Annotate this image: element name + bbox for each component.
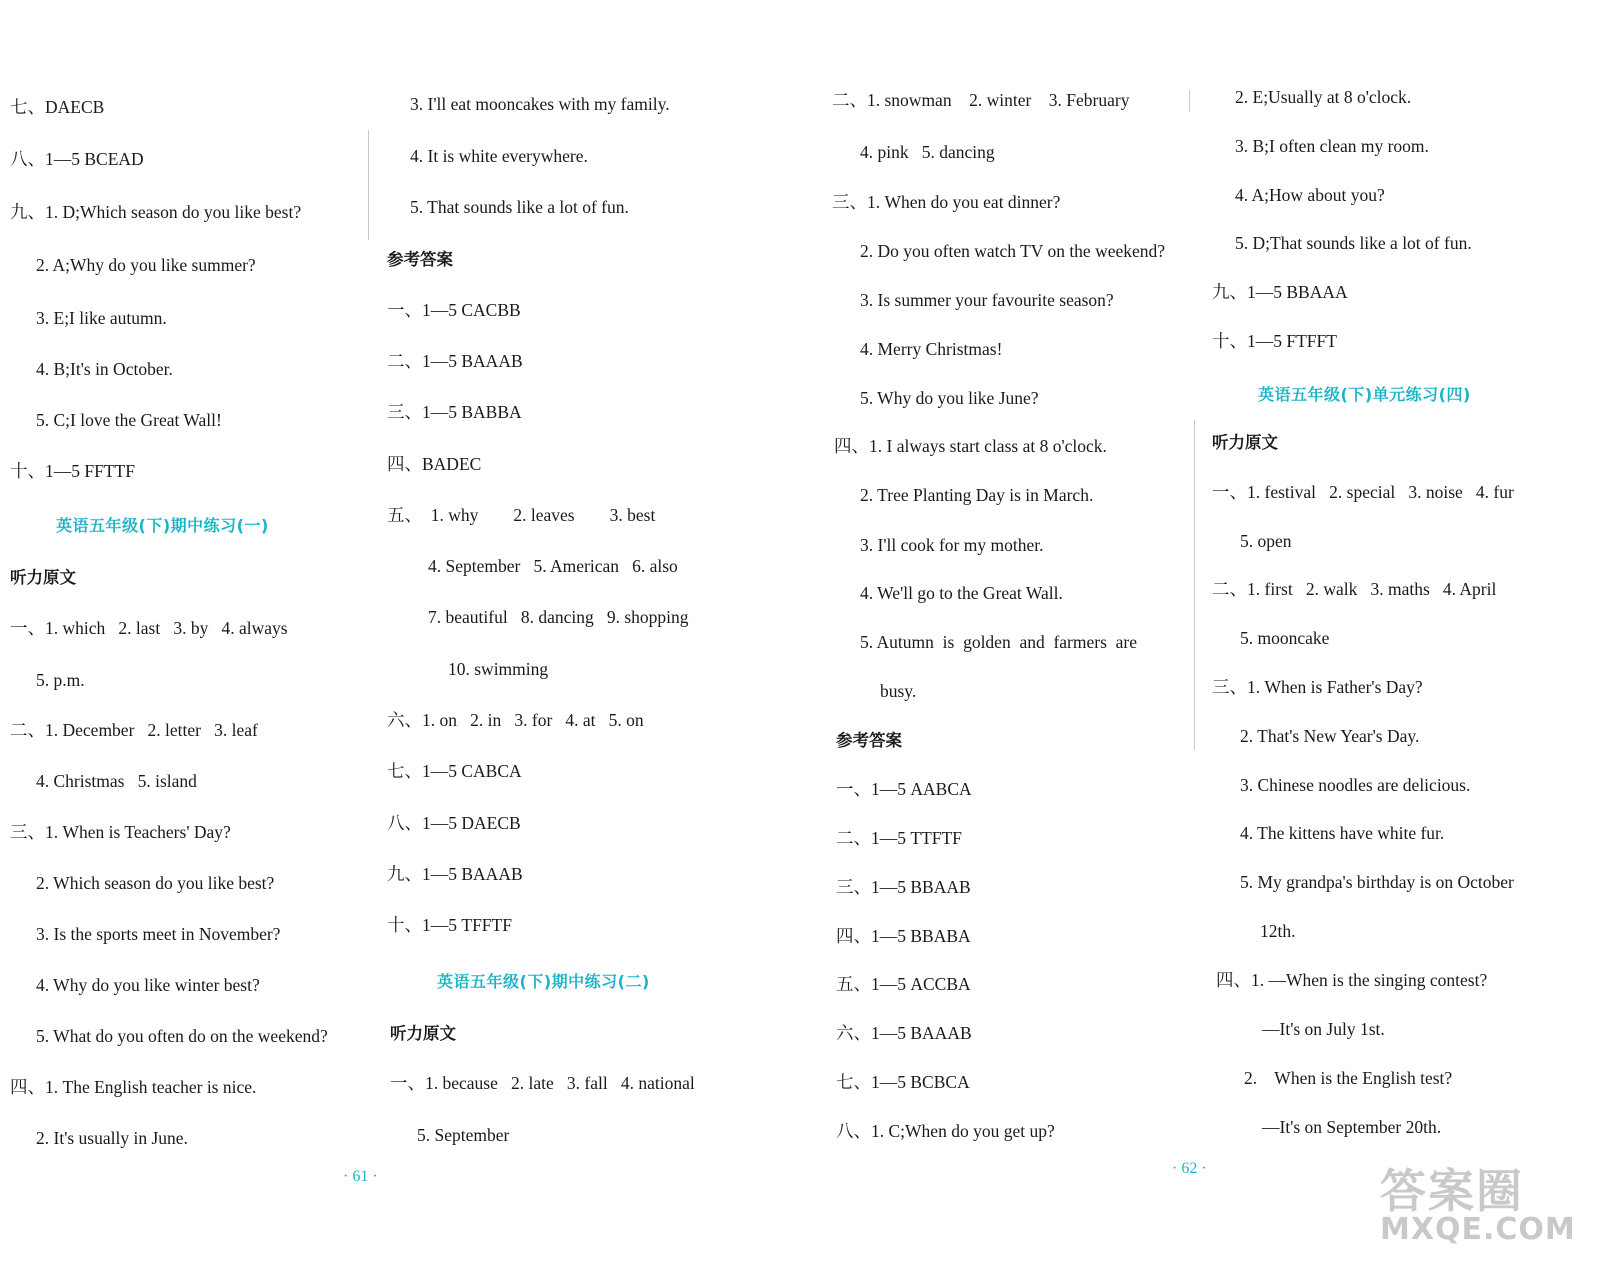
answer-line: 二、1—5 TTFTF	[836, 828, 962, 848]
answer-line: 3. Chinese noodles are delicious.	[1240, 775, 1471, 795]
answer-line: 5. That sounds like a lot of fun.	[410, 197, 629, 217]
answer-line: 十、1—5 FTFFT	[1212, 331, 1337, 351]
answer-line: 五、 1. why 2. leaves 3. best	[387, 505, 656, 525]
subsection-title: 听力原文	[10, 568, 76, 587]
answer-line: 3. I'll eat mooncakes with my family.	[410, 94, 670, 114]
answer-line: 12th.	[1260, 921, 1296, 941]
answer-line: 二、1—5 BAAAB	[387, 351, 523, 371]
answer-line: 5. Autumn is golden and farmers are	[860, 632, 1138, 652]
answer-line: 2. E;Usually at 8 o'clock.	[1235, 87, 1412, 107]
answer-line: 2. That's New Year's Day.	[1240, 726, 1420, 746]
answer-line: 七、1—5 BCBCA	[836, 1072, 970, 1092]
answer-line: 六、1. on 2. in 3. for 4. at 5. on	[387, 710, 644, 730]
subsection-title: 听力原文	[390, 1024, 456, 1043]
answer-line: 4. Merry Christmas!	[860, 339, 1003, 359]
subsection-title: 参考答案	[836, 731, 902, 750]
answer-line: 5. p.m.	[36, 670, 85, 690]
answer-line: 八、1—5 DAECB	[387, 813, 521, 833]
answer-line: 三、1—5 BABBA	[387, 402, 522, 422]
answer-line: 一、1. festival 2. special 3. noise 4. fur	[1212, 482, 1514, 502]
answer-line: 3. E;I like autumn.	[36, 308, 167, 328]
answer-line: 3. I'll cook for my mother.	[860, 535, 1044, 555]
answer-line: 四、1—5 BBABA	[836, 926, 971, 946]
subsection-title: 听力原文	[1212, 433, 1278, 452]
answer-line: 五、1—5 ACCBA	[836, 974, 971, 994]
page-number: · 61 ·	[343, 1168, 378, 1185]
answer-line: —It's on September 20th.	[1262, 1117, 1442, 1137]
answer-line: 三、1. When is Teachers' Day?	[10, 822, 231, 842]
answer-line: 八、1. C;When do you get up?	[836, 1121, 1055, 1141]
answer-line: 4. Christmas 5. island	[36, 771, 197, 791]
answer-line: 四、1. I always start class at 8 o'clock.	[834, 436, 1107, 456]
section-heading: 英语五年级(下)期中练习(二)	[437, 972, 650, 991]
answer-line: busy.	[880, 681, 917, 701]
answer-line: 一、1. because 2. late 3. fall 4. national	[390, 1073, 695, 1093]
answer-line: 5. open	[1240, 531, 1292, 551]
subsection-title: 参考答案	[387, 250, 453, 269]
answer-line: 5. September	[417, 1125, 510, 1145]
answer-line: 三、1. When do you eat dinner?	[832, 192, 1061, 212]
answer-line: 5. Why do you like June?	[860, 388, 1039, 408]
answer-line: 六、1—5 BAAAB	[836, 1023, 972, 1043]
answer-line: 4. A;How about you?	[1235, 185, 1385, 205]
answer-line: 一、1—5 CACBB	[387, 300, 521, 320]
answer-line: 十、1—5 TFFTF	[387, 915, 512, 935]
column-divider	[1189, 90, 1190, 112]
answer-line: 2. It's usually in June.	[36, 1128, 188, 1148]
answer-line: 2. When is the English test?	[1244, 1068, 1453, 1088]
answer-line: 八、1—5 BCEAD	[10, 149, 144, 169]
answer-line: 三、1. When is Father's Day?	[1212, 677, 1423, 697]
section-heading: 英语五年级(下)单元练习(四)	[1258, 385, 1471, 404]
answer-line: 七、1—5 CABCA	[387, 761, 522, 781]
answer-line: 四、BADEC	[387, 454, 482, 474]
answer-line: 5. My grandpa's birthday is on October	[1240, 872, 1514, 892]
answer-line: 2. Tree Planting Day is in March.	[860, 485, 1094, 505]
answer-line: 4. pink 5. dancing	[860, 142, 995, 162]
answer-line: 九、1—5 BAAAB	[387, 864, 523, 884]
answer-line: 5. mooncake	[1240, 628, 1330, 648]
answer-line: 4. We'll go to the Great Wall.	[860, 583, 1063, 603]
answer-line: 四、1. —When is the singing contest?	[1216, 970, 1488, 990]
answer-line: 四、1. The English teacher is nice.	[10, 1077, 257, 1097]
answer-line: 2. Do you often watch TV on the weekend?	[860, 241, 1166, 261]
watermark-url: MXQE.COM	[1380, 1212, 1576, 1247]
answer-line: 二、1. first 2. walk 3. maths 4. April	[1212, 579, 1497, 599]
answer-line: 2. A;Why do you like summer?	[36, 255, 256, 275]
answer-line: 九、1—5 BBAAA	[1212, 282, 1348, 302]
answer-line: 4. September 5. American 6. also	[428, 556, 678, 576]
answer-line: 3. Is the sports meet in November?	[36, 924, 281, 944]
answer-line: 10. swimming	[448, 659, 549, 679]
answer-line: —It's on July 1st.	[1262, 1019, 1385, 1039]
answer-line: 三、1—5 BBAAB	[836, 877, 971, 897]
answer-line: 4. It is white everywhere.	[410, 146, 588, 166]
answer-line: 一、1. which 2. last 3. by 4. always	[10, 618, 288, 638]
answer-line: 5. What do you often do on the weekend?	[36, 1026, 328, 1046]
answer-line: 七、DAECB	[10, 97, 105, 117]
answer-line: 3. B;I often clean my room.	[1235, 136, 1429, 156]
column-divider	[368, 130, 369, 240]
answer-line: 九、1. D;Which season do you like best?	[10, 202, 302, 222]
page-number: · 62 ·	[1172, 1160, 1207, 1177]
answer-line: 2. Which season do you like best?	[36, 873, 275, 893]
answer-line: 二、1. snowman 2. winter 3. February	[832, 90, 1130, 110]
answer-line: 4. The kittens have white fur.	[1240, 823, 1445, 843]
answer-line: 一、1—5 AABCA	[836, 779, 972, 799]
answer-line: 十、1—5 FFTTF	[10, 461, 135, 481]
answer-line: 二、1. December 2. letter 3. leaf	[10, 720, 258, 740]
section-heading: 英语五年级(下)期中练习(一)	[56, 516, 269, 535]
answer-line: 4. Why do you like winter best?	[36, 975, 260, 995]
answer-line: 4. B;It's in October.	[36, 359, 173, 379]
answer-line: 7. beautiful 8. dancing 9. shopping	[428, 607, 689, 627]
answer-line: 3. Is summer your favourite season?	[860, 290, 1114, 310]
answer-line: 5. D;That sounds like a lot of fun.	[1235, 233, 1472, 253]
column-divider	[1194, 420, 1195, 750]
watermark-logo: 答案圈	[1380, 1164, 1524, 1218]
answer-line: 5. C;I love the Great Wall!	[36, 410, 222, 430]
